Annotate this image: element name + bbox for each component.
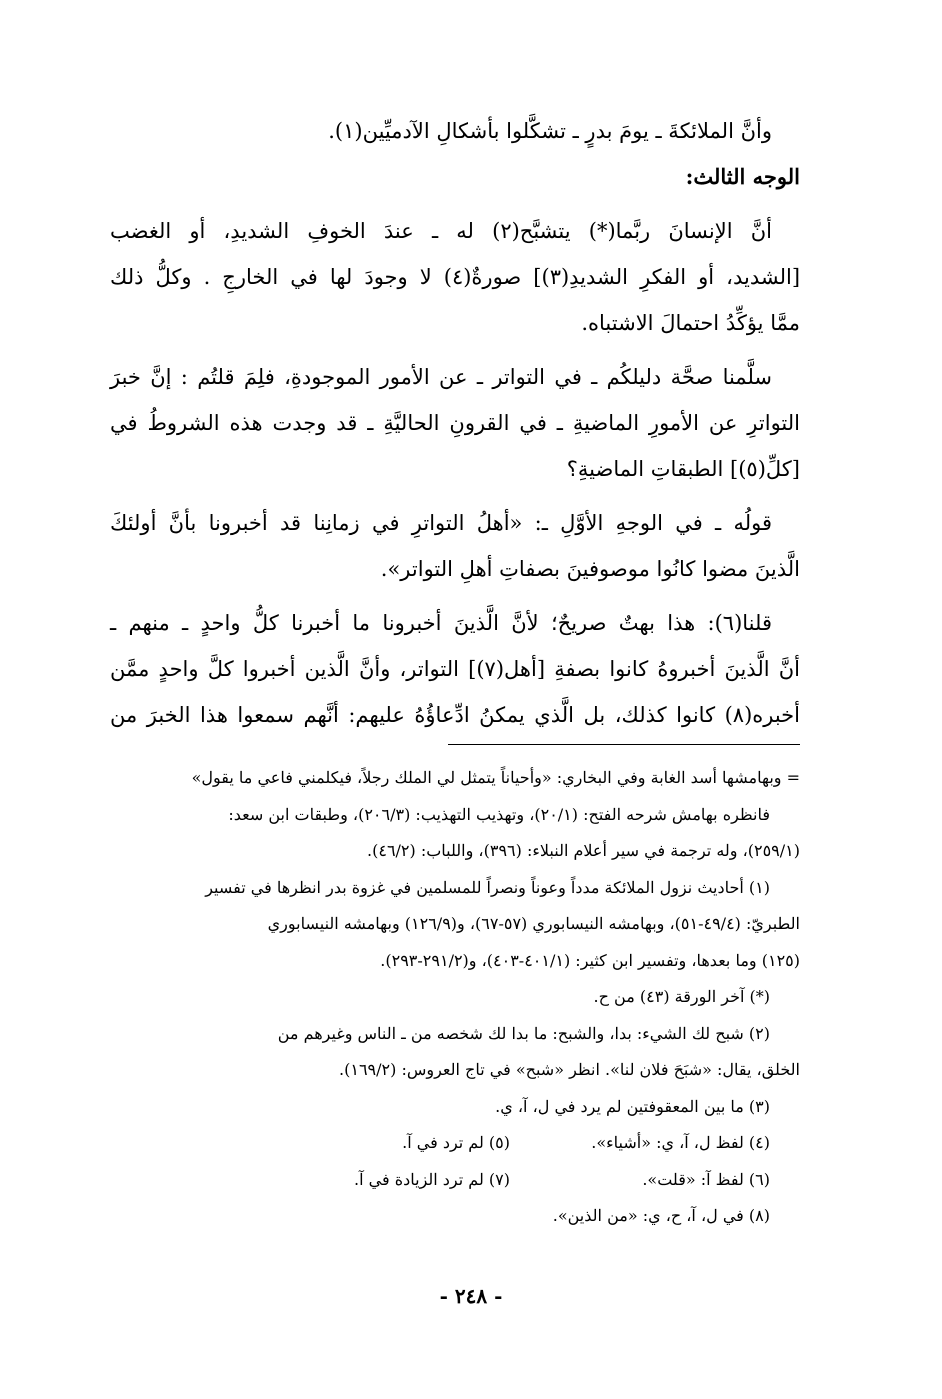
footnote-pair [118, 1162, 800, 1199]
footnote-line: فانظره بهامش شرحه الفتح: (٢٠/١)، وتهذيب التهذيب: (٢٠٦/٣)، وطبقات ابن سعد: [228, 804, 770, 824]
footnote-line: الخلق، يقال: «شبَحَ فلان لنا». انظر «شبح» في تاج العروس: (١٦٩/٢). [339, 1060, 800, 1079]
section-heading: الوجه الثالث: [685, 164, 800, 189]
footnote-line: (٣) ما بين المعقوفتين لم يرد في ل، آ، ي. [495, 1096, 770, 1116]
footnote-line: (٢٥٩/١)، وله ترجمة في سير أعلام النبلاء: (٣٩٦)، واللباب: (٤٦/٢). [367, 841, 800, 860]
footnote-line: (*) آخر الورقة (٤٣) من ح. [593, 987, 770, 1006]
page-number: - ٢٤٨ - [439, 1284, 503, 1308]
footnote-pair [118, 1125, 800, 1162]
footnote-item: (٧) لم ترد الزيادة في آ. [354, 1169, 510, 1189]
footnote-divider [448, 744, 800, 745]
text-line: أخبره(٨) كانوا كذلك، بل الَّذي يمكنُ ادِّعاؤُهُ عليهم: أنَّهم سمعوا هذا الخبرَ من [110, 703, 800, 727]
footnote-line: (١) أحاديث نزول الملائكة مدداً وعوناً ونصراً للمسلمين في غزوة بدر انظرها في تفسير [205, 877, 770, 897]
text-line: التواترِ عن الأمورِ الماضيةِ ـ في القرونِ الحاليَّةِ ـ قد وجدت هذه الشروطُ في [110, 411, 800, 435]
footnote-line: (٨) في ل، آ، ح، ي: «من الذين». [552, 1206, 770, 1225]
text-line: [كلِّ(٥)] الطبقاتِ الماضيةِ؟ [566, 457, 800, 481]
text-line: أنَّ الإنسانَ ربَّما(*) يتشبَّح(٢) له ـ عندَ الخوفِ الشديدِ، أو الغضب [110, 219, 772, 243]
footnote-item: (٤) لفظ ل، آ، ي: «أشياء». [591, 1133, 770, 1152]
text-line: ممَّا يؤكِّدُ احتمالَ الاشتباه. [581, 311, 800, 335]
footnote-item: (٦) لفظ آ: «قلت». [642, 1169, 770, 1189]
text-line: أنَّ الَّذينَ أخبروهُ كانوا بصفةِ [أهل(٧)] التواتر، وأنَّ الَّذين أخبروا كلَّ واحدٍ ممَّن [110, 657, 800, 681]
footnote-line: = وبهامشها أسد الغابة وفي البخاري: «وأحياناً يتمثل لي الملك رجلاً، فيكلمني فاعي ما يقول» [191, 768, 800, 787]
footnote-line: (١٢٥) وما بعدها، وتفسير ابن كثير: (٤٠١/١-٤٠٣)، و(٢٩١/٢-٢٩٣). [380, 950, 800, 970]
text-line: قلنا(٦): هذا بهتٌ صريحٌ؛ لأنَّ الَّذينَ أخبرونا ما أخبرنا كلُّ واحدٍ ـ منهم ـ [110, 611, 772, 635]
footnote-item: (٥) لم ترد في آ. [402, 1133, 510, 1152]
footnote-line: (٢) شبح لك الشيء: بدا، والشبح: ما بدا لك شخصه من ـ الناس وغيرهم من [277, 1023, 770, 1043]
text-line: قولُه ـ في الوجهِ الأوَّلِ ـ: «أهلُ التواترِ في زمانِنا قد أخبرونا بأنَّ أولئكَ [110, 511, 772, 535]
main-text [110, 108, 800, 738]
text-line: [الشديد، أو الفكرِ الشديدِ(٣)] صورةٌ(٤) لا وجودَ لها في الخارجِ . وكلُّ ذلك [110, 265, 801, 289]
text-line: الَّذينَ مضوا كانُوا موصوفينَ بصفاتِ أهلِ التواتر». [380, 557, 800, 581]
footnote-line: الطبريّ: (٤٩/٤-٥١)، وبهامشه النيسابوري (٥٧-٦٧)، و(١٢٦/٩) وبهامشه النيسابوري [267, 914, 800, 933]
text-line: وأنَّ الملائكةَ ـ يومَ بدرٍ ـ تشكَّلوا بأشكالِ الآدميِّين(١). [328, 119, 772, 143]
footnotes [118, 760, 800, 1235]
text-line: سلَّمنا صحَّة دليلكُم ـ في التواتر ـ عن الأمور الموجودةِ، فلِمَ قلتُم : إنَّ خبرَ [110, 365, 772, 389]
